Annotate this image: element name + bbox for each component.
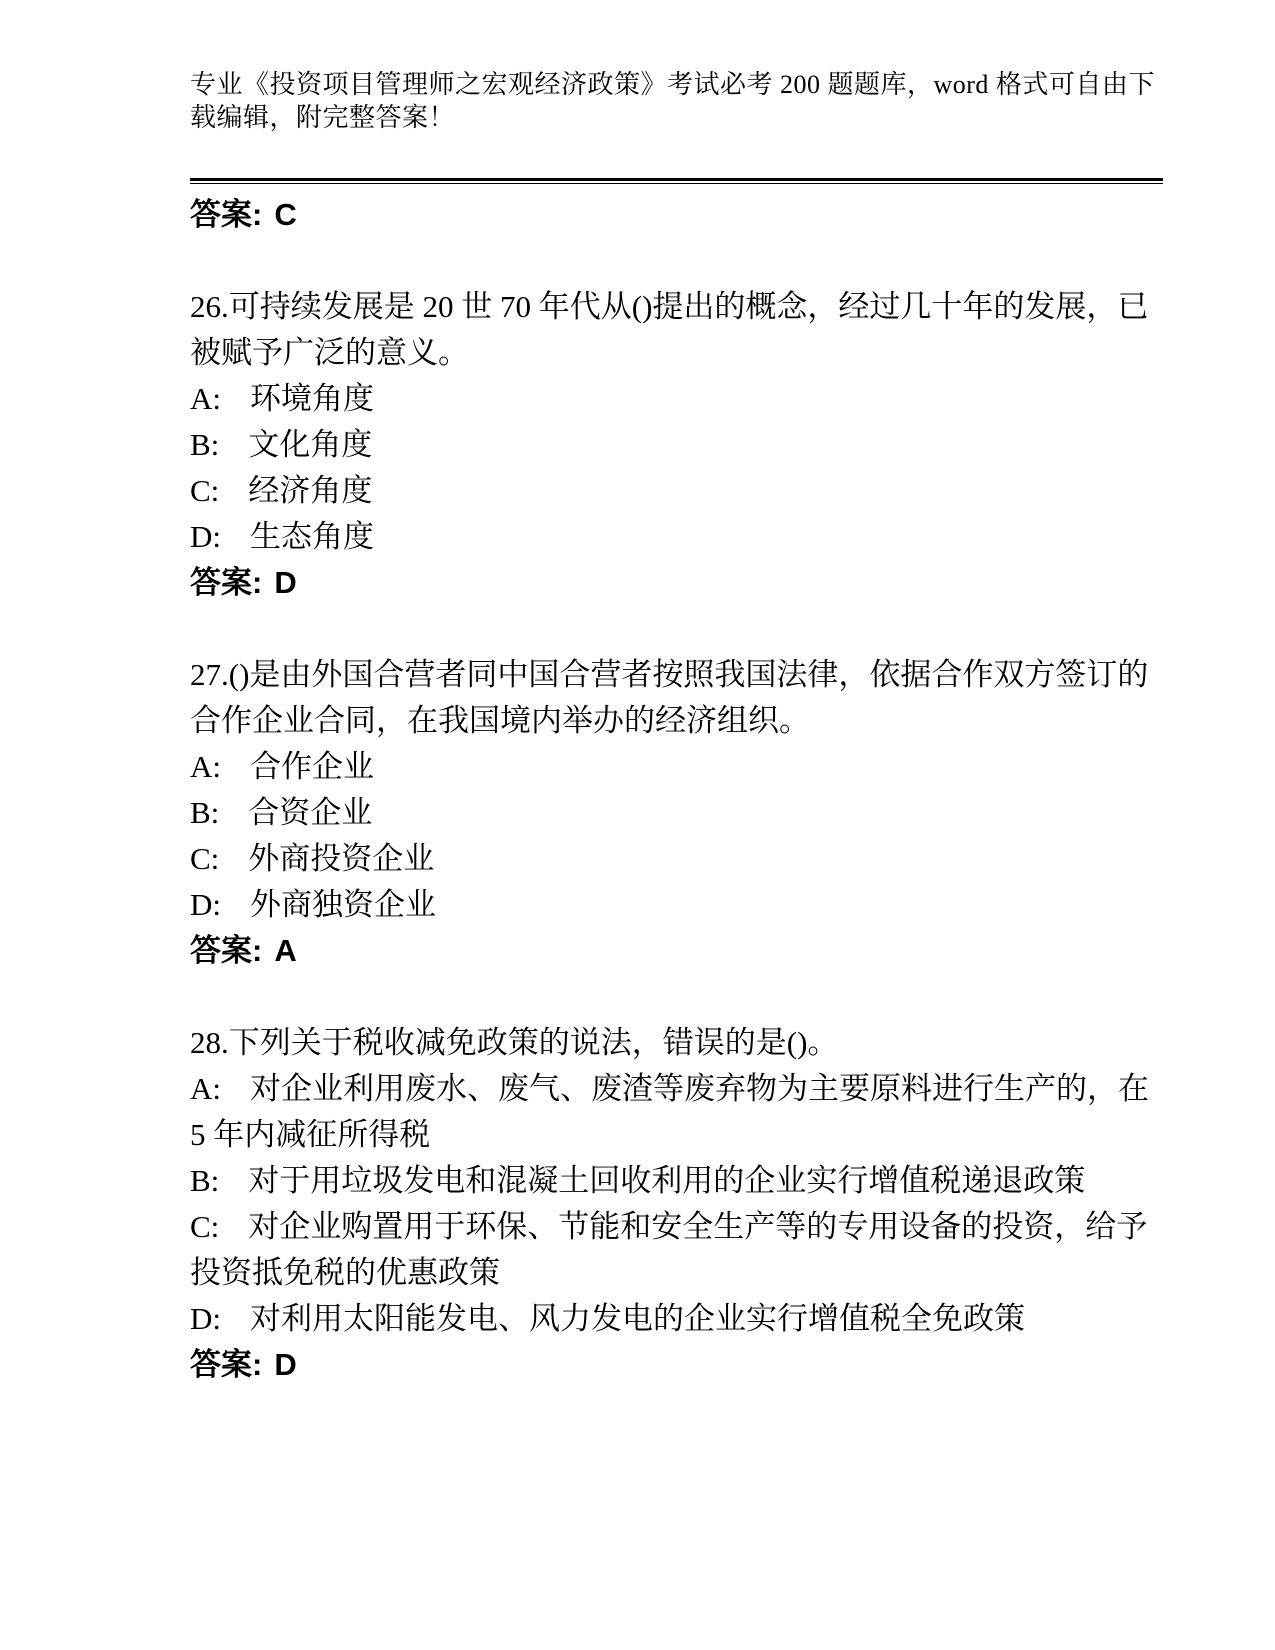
option-text: 外商投资企业 — [248, 841, 435, 876]
option-text: 文化角度 — [248, 427, 373, 462]
option-label: B: — [190, 427, 220, 462]
option-label: C: — [190, 473, 220, 508]
question-28-option-d — [190, 1296, 1163, 1342]
option-label: A: — [190, 1071, 221, 1106]
option-text: 环境角度 — [250, 381, 374, 416]
option-text: 外商独资企业 — [250, 887, 436, 922]
question-26-option-a — [190, 376, 1163, 422]
question-28-text: 28.下列关于税收减免政策的说法，错误的是()。 — [190, 1025, 839, 1060]
answer-label: 答案: — [190, 197, 263, 232]
option-text: 合作企业 — [250, 749, 374, 784]
answer-value: D — [274, 1347, 297, 1382]
option-text: 经济角度 — [248, 473, 373, 508]
option-label: A: — [190, 381, 221, 416]
option-label: C: — [190, 1209, 220, 1244]
option-label: B: — [190, 795, 220, 830]
answer-value: D — [274, 565, 297, 600]
option-label: D: — [190, 519, 221, 554]
answer-label: 答案: — [190, 1347, 263, 1382]
question-27-text: 27.()是由外国合营者同中国合营者按照我国法律，依据合作双方签订的合作企业合同，在我国境内举办的经济组织。 — [190, 657, 1149, 738]
answer-line-question-28 — [190, 1342, 1163, 1388]
answer-label: 答案: — [190, 565, 263, 600]
option-label: C: — [190, 841, 220, 876]
question-26 — [190, 284, 1163, 606]
option-label: D: — [190, 1301, 221, 1336]
header-rule — [190, 178, 1163, 184]
option-text: 对利用太阳能发电、风力发电的企业实行增值税全免政策 — [250, 1301, 1025, 1336]
header-title: 专业《投资项目管理师之宏观经济政策》考试必考 200 题题库，word 格式可自由下载编辑，附完整答案！ — [190, 70, 1155, 132]
question-27-option-a — [190, 744, 1163, 790]
option-text: 生态角度 — [250, 519, 374, 554]
option-text: 对于用垃圾发电和混凝土回收利用的企业实行增值税递退政策 — [248, 1163, 1086, 1198]
answer-line-question-25 — [190, 192, 1163, 238]
option-label: A: — [190, 749, 221, 784]
question-26-option-d — [190, 514, 1163, 560]
answer-line-question-26 — [190, 560, 1163, 606]
question-26-option-b — [190, 422, 1163, 468]
question-28-option-a — [190, 1066, 1163, 1158]
document-header — [190, 68, 1163, 184]
option-text: 对企业购置用于环保、节能和安全生产等的专用设备的投资，给予投资抵免税的优惠政策 — [190, 1209, 1148, 1290]
question-26-option-c — [190, 468, 1163, 514]
question-27 — [190, 652, 1163, 974]
option-label: B: — [190, 1163, 220, 1198]
question-27-option-b — [190, 790, 1163, 836]
question-27-option-d — [190, 882, 1163, 928]
answer-value: A — [274, 933, 297, 968]
question-28-option-b — [190, 1158, 1163, 1204]
option-text: 对企业利用废水、废气、废渣等废弃物为主要原料进行生产的，在 5 年内减征所得税 — [190, 1071, 1149, 1152]
question-28-option-c — [190, 1204, 1163, 1296]
answer-line-question-27 — [190, 928, 1163, 974]
question-28 — [190, 1020, 1163, 1388]
option-label: D: — [190, 887, 221, 922]
answer-value: C — [274, 197, 297, 232]
document-body — [190, 192, 1163, 1388]
question-27-option-c — [190, 836, 1163, 882]
question-26-text: 26.可持续发展是 20 世 70 年代从()提出的概念，经过几十年的发展，已被赋予广泛的意义。 — [190, 289, 1149, 370]
option-text: 合资企业 — [248, 795, 373, 830]
answer-label: 答案: — [190, 933, 263, 968]
